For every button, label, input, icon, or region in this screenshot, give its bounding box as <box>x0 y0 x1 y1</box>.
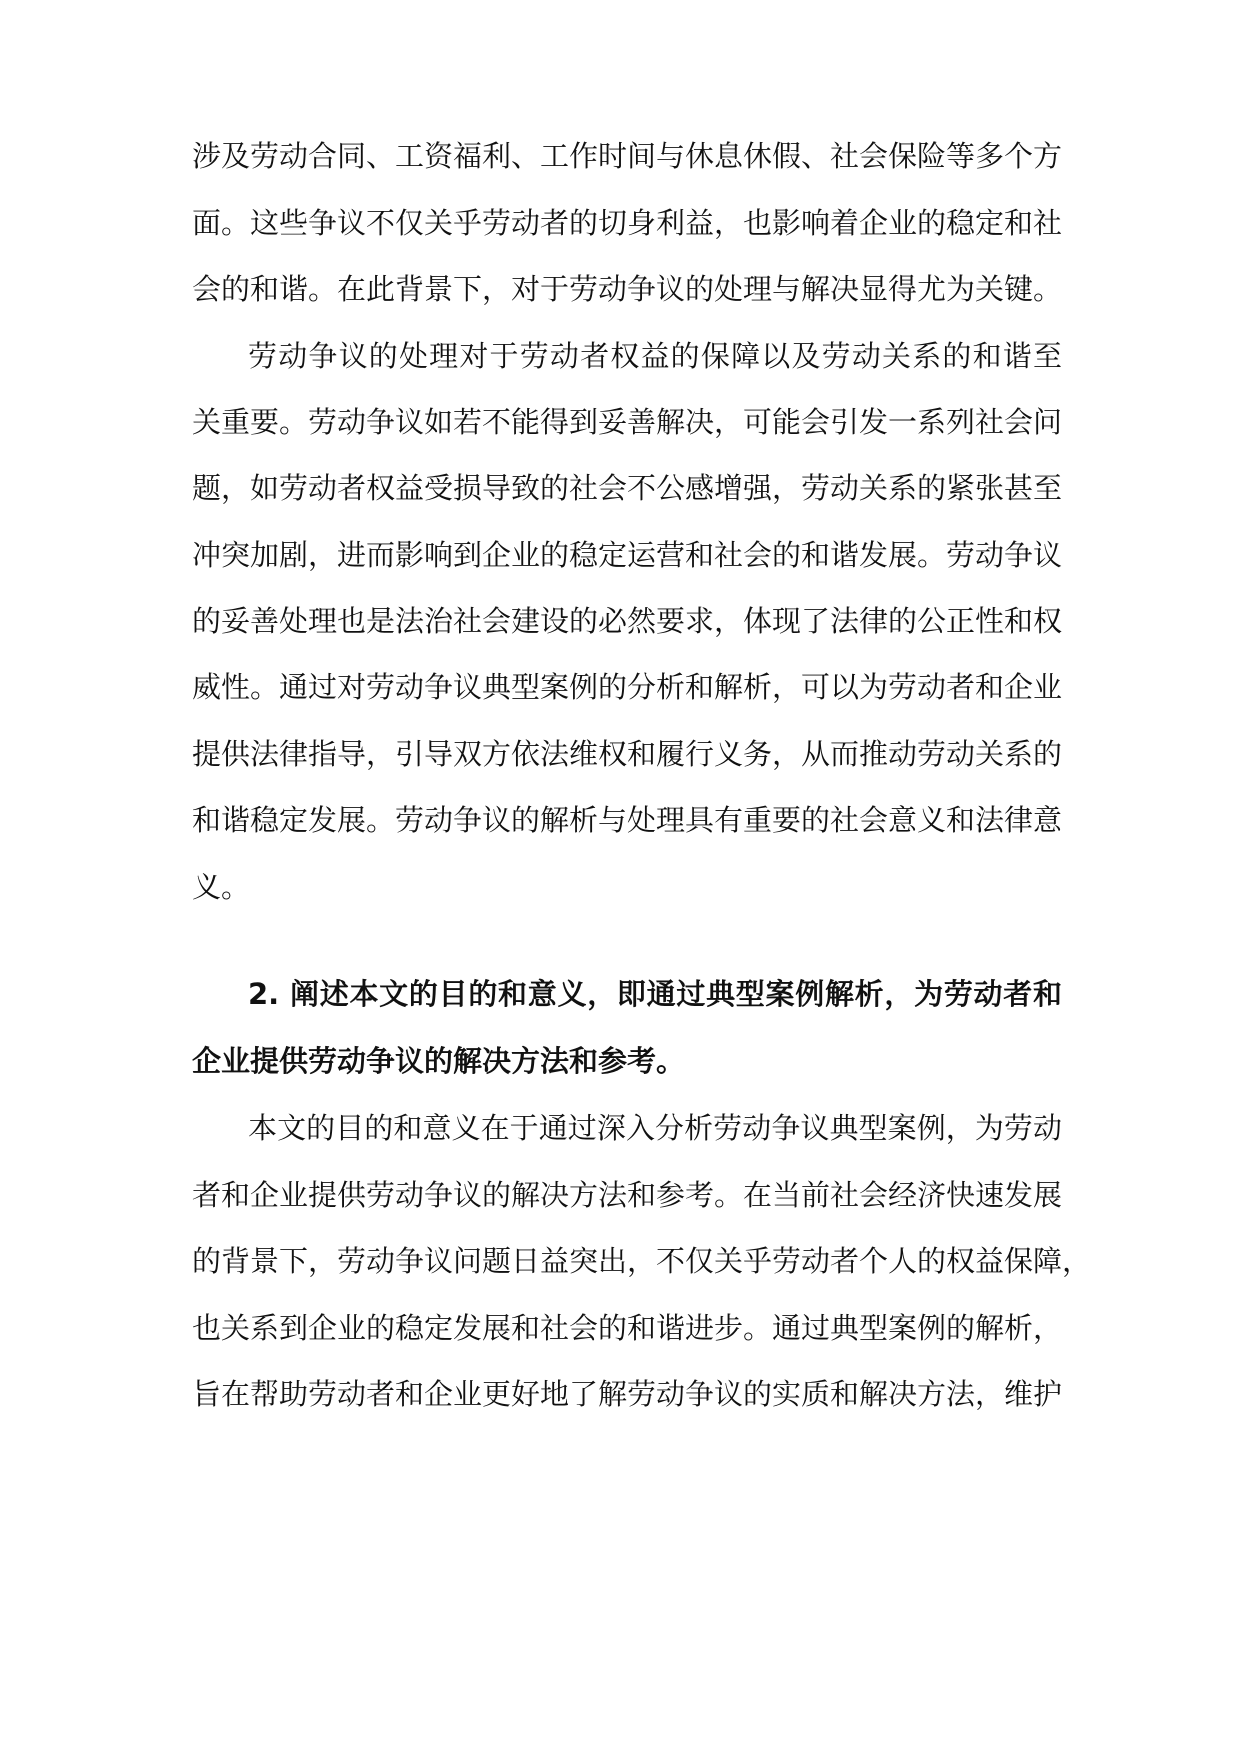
text-line: 涉及劳动合同、工资福利、工作时间与休息休假、社会保险等多个方 <box>192 139 1063 173</box>
text-line: 关重要。劳动争议如若不能得到妥善解决，可能会引发一系列社会问 <box>192 405 1063 439</box>
text-line: 劳动争议的处理对于劳动者权益的保障以及劳动关系的和谐至 <box>248 339 1062 373</box>
heading-line: 2. 阐述本文的目的和意义，即通过典型案例解析，为劳动者和 <box>248 977 1062 1011</box>
heading-line: 企业提供劳动争议的解决方法和参考。 <box>192 1044 686 1078</box>
text-line: 本文的目的和意义在于通过深入分析劳动争议典型案例，为劳动 <box>248 1111 1062 1145</box>
text-line: 也关系到企业的稳定发展和社会的和谐进步。通过典型案例的解析， <box>192 1311 1063 1345</box>
text-line: 旨在帮助劳动者和企业更好地了解劳动争议的实质和解决方法，维护 <box>192 1377 1063 1411</box>
text-line: 和谐稳定发展。劳动争议的解析与处理具有重要的社会意义和法律意 <box>192 803 1063 837</box>
text-line: 威性。通过对劳动争议典型案例的分析和解析，可以为劳动者和企业 <box>192 670 1063 704</box>
text-line: 的背景下，劳动争议问题日益突出，不仅关乎劳动者个人的权益保障， <box>192 1244 1092 1278</box>
text-line: 的妥善处理也是法治社会建设的必然要求，体现了法律的公正性和权 <box>192 604 1063 638</box>
text-line: 面。这些争议不仅关乎劳动者的切身利益，也影响着企业的稳定和社 <box>192 206 1063 240</box>
text-line: 会的和谐。在此背景下，对于劳动争议的处理与解决显得尤为关键。 <box>192 272 1063 306</box>
text-line: 提供法律指导，引导双方依法维权和履行义务，从而推动劳动关系的 <box>192 737 1063 771</box>
text-line: 冲突加剧，进而影响到企业的稳定运营和社会的和谐发展。劳动争议 <box>192 538 1063 572</box>
text-line: 者和企业提供劳动争议的解决方法和参考。在当前社会经济快速发展 <box>192 1178 1063 1212</box>
text-line: 义。 <box>192 870 251 904</box>
text-line: 题，如劳动者权益受损导致的社会不公感增强，劳动关系的紧张甚至 <box>192 471 1063 505</box>
